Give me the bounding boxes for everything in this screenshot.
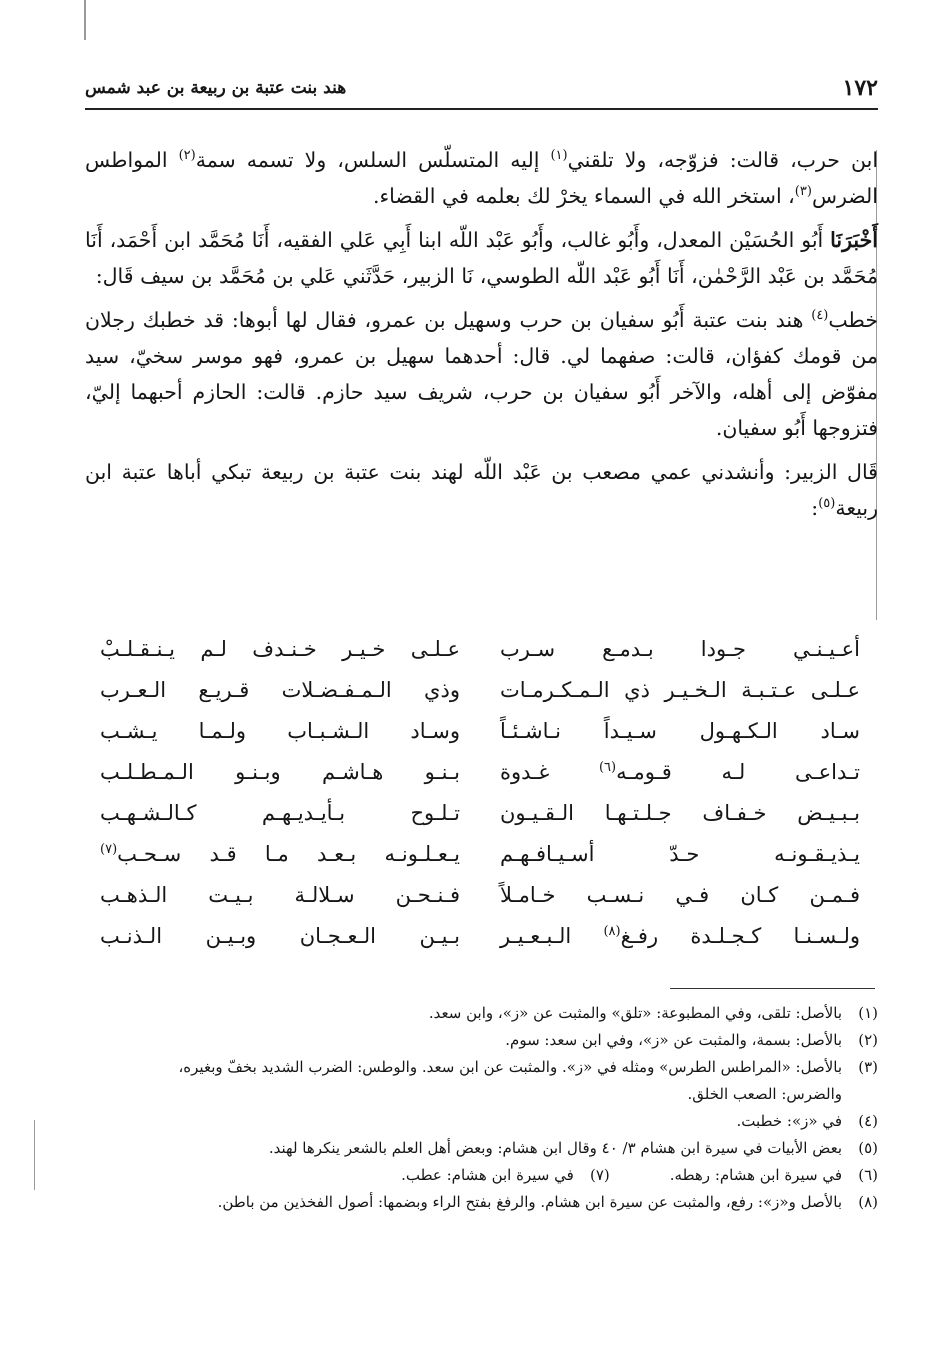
poem-verse <box>100 792 860 833</box>
verse-first-hemistich <box>500 924 860 948</box>
poem-verse <box>100 833 860 874</box>
footnote <box>75 1135 878 1162</box>
verse-first-hemistich <box>500 760 860 784</box>
p3-text-a: خطب <box>828 308 878 332</box>
scan-edge-line-top <box>84 0 86 40</box>
poem-verse <box>100 669 860 710</box>
footnote-text: في «ز»: خطبت. <box>736 1112 842 1130</box>
p1-text-c: المواطس الضرس <box>85 148 878 208</box>
hemistich-text: يـعـلـونـه بـعـد مـا قـد سـحـب <box>117 841 460 866</box>
footnote <box>75 1108 878 1135</box>
poem-verse <box>100 915 860 956</box>
verse-first-hemistich: سـاد الـكـهـول سـيـداً نـاشـئـاً <box>500 718 860 743</box>
p1-text-d: ، استخر الله في السماء يخرْ لك بعلمه في القضاء. <box>372 184 795 208</box>
footnote-text-line: بالأصل: «المراطس الطرس» ومثله في «ز». والمثبت عن ابن سعد. والوطس: الضرب الشديد بخفّ وبغيره، <box>178 1058 842 1076</box>
verse-second-hemistich: وذي الـمـفـضـلات قـريـع الـعـرب <box>100 677 460 702</box>
footnote <box>75 1054 878 1108</box>
footnote-text-continuation: والضرس: الصعب الخلق. <box>687 1085 842 1103</box>
footnote-text <box>75 1054 842 1108</box>
p4-text-b: : <box>811 496 819 520</box>
verse-second-hemistich: بـنـو هـاشـم وبـنـو الـمـطـلـب <box>100 759 460 784</box>
verse-first-hemistich: فـمـن كـان فـي نـسـب خـامـلاً <box>500 882 860 907</box>
verse-second-hemistich: بـيـن الـعـجـان وبـيـن الـذنـب <box>100 923 460 948</box>
p4-text-a: قَال الزبير: وأنشدني عمي مصعب بن عَبْد اللّه لهند بنت عتبة بن ربيعة تبكي أباها عتبة ابن ربيعة <box>85 460 878 520</box>
footnote-number: (٧) <box>590 1166 610 1184</box>
poem-verse <box>100 710 860 751</box>
footnote-text: بعض الأبيات في سيرة ابن هشام ٣/ ٤٠ وقال ابن هشام: وبعض أهل العلم بالشعر ينكرها لهند. <box>268 1139 842 1157</box>
footnote-ref-7: (٧) <box>100 841 118 857</box>
paragraph-2 <box>85 222 878 294</box>
p1-text-b: إليه المتسلّس السلس، ولا تسمه سمة <box>195 148 551 172</box>
footnote-ref-3: (٣) <box>794 184 812 200</box>
poem-verse <box>100 628 860 669</box>
verse-first-hemistich: أعـيـنـي جـودا بـدمـع سـرب <box>500 636 860 661</box>
page-number: ١٧٢ <box>842 75 878 101</box>
p3-text-b: هند بنت عتبة أَبُو سفيان بن حرب وسهيل بن عمرو، فقال لها أبوها: قد خطبك رجلان من قومك كفؤان، قالت: صفهما لي. قال: أحدهما سهيل بن عمرو، فهو موسر سخيّ، سيد مفوّض إلى أهله، والآخر أَبُو سفيان بن حرب، شريف سيد حازم. قالت: الحازم أحبهما إليّ، فتزوجها أَبُو سفيان. <box>85 308 878 440</box>
footnote-text: بالأصل و«ز»: رفع، والمثبت عن سيرة ابن هشام. والرفغ بفتح الراء وبضمها: أصول الفخذين من باطن. <box>217 1193 842 1211</box>
footnote-text: في سيرة ابن هشام: رهطه. <box>669 1166 842 1184</box>
footnote-number: (٥) <box>858 1139 878 1157</box>
p1-text-a: ابن حرب، قالت: فزوّجه، ولا تلقني <box>567 148 879 172</box>
hemistich-text-end: غـدوة <box>500 759 599 784</box>
verse-first-hemistich: عـلـى عـتـبـة الـخـيـر ذي الـمـكـرمـات <box>500 677 860 702</box>
verse-first-hemistich: يـذيـقـونـه حـدّ أسـيـافـهـم <box>500 841 860 866</box>
verse-second-hemistich: فـنـحـن سـلالـة بـيـت الـذهـب <box>100 882 460 907</box>
footnote-ref-6: (٦) <box>598 759 617 775</box>
footnote-ref-2: (٢) <box>178 148 196 164</box>
p2-text: أَبُو الحُسَيْن المعدل، وأَبُو غالب، وأَبُو عَبْد اللّه ابنا أَبِي عَلي الفقيه، أَنَا مُحَمَّد ابن أَحْمَد، أَنَا مُحَمَّد بن عَبْد الرَّحْمٰن، أَنَا أَبُو عَبْد اللّه الطوسي، نَا الزبير، حَدَّثَني عَلي بن مُحَمَّد بن سيف قَال: <box>85 228 878 288</box>
verse-second-hemistich <box>100 842 460 866</box>
footnote-pair <box>75 1162 878 1189</box>
footnote-ref-8: (٨) <box>603 923 621 939</box>
verse-second-hemistich: تـلـوح بـأيـديـهـم كـالـشـهـب <box>100 800 460 825</box>
footnote-text: بالأصل: تلقى، وفي المطبوعة: «تلق» والمثبت عن «ز»، وابن سعد. <box>428 1004 842 1022</box>
hemistich-text-end: الـبـعـيـر <box>500 923 604 948</box>
footnote-ref-4: (٤) <box>811 308 829 324</box>
paragraph-3 <box>85 302 878 446</box>
isnad-lead: أَخْبَرَنَا <box>830 228 878 252</box>
footnote-number: (٦) <box>858 1166 878 1184</box>
poem <box>100 628 860 956</box>
footnote-number: (٤) <box>858 1112 878 1130</box>
footnote-text: بالأصل: بسمة، والمثبت عن «ز»، وفي ابن سعد: سوم. <box>505 1031 842 1049</box>
verse-first-hemistich: بـبـيـض خـفـاف جـلـتـهـا الـقـيـون <box>500 800 860 825</box>
footnote <box>670 1162 878 1189</box>
footnote <box>75 1000 878 1027</box>
paragraph-1 <box>85 142 878 214</box>
verse-second-hemistich: عـلـى خـيـر خـنـدف لـم يـنـقـلـبْ <box>100 636 460 661</box>
scan-edge-line-bottom-left <box>34 1120 35 1190</box>
footnote <box>401 1162 610 1189</box>
footnote <box>75 1027 878 1054</box>
footnote-ref-5: (٥) <box>818 496 836 512</box>
main-text <box>85 142 878 534</box>
footnote-text: في سيرة ابن هشام: عطب. <box>401 1166 574 1184</box>
footnote-number: (٣) <box>858 1058 878 1076</box>
verse-second-hemistich: وسـاد الـشـبـاب ولـمـا يـشـب <box>100 718 460 743</box>
poem-verse <box>100 751 860 792</box>
poem-verse <box>100 874 860 915</box>
page-header <box>85 68 878 110</box>
footnote-separator <box>670 988 875 989</box>
footnotes <box>75 1000 878 1216</box>
footnote-number: (٢) <box>858 1031 878 1049</box>
hemistich-text: ولـسـنـا كـجـلـدة رفـغ <box>620 923 860 948</box>
footnote-ref-1: (١) <box>550 148 568 164</box>
footnote <box>75 1189 878 1216</box>
hemistich-text: تـداعـى لـه قـومـه <box>616 759 860 784</box>
footnote-number: (١) <box>858 1004 878 1022</box>
running-title: هند بنت عتبة بن ربيعة بن عبد شمس <box>85 78 347 98</box>
paragraph-4 <box>85 454 878 526</box>
footnote-number: (٨) <box>858 1193 878 1211</box>
